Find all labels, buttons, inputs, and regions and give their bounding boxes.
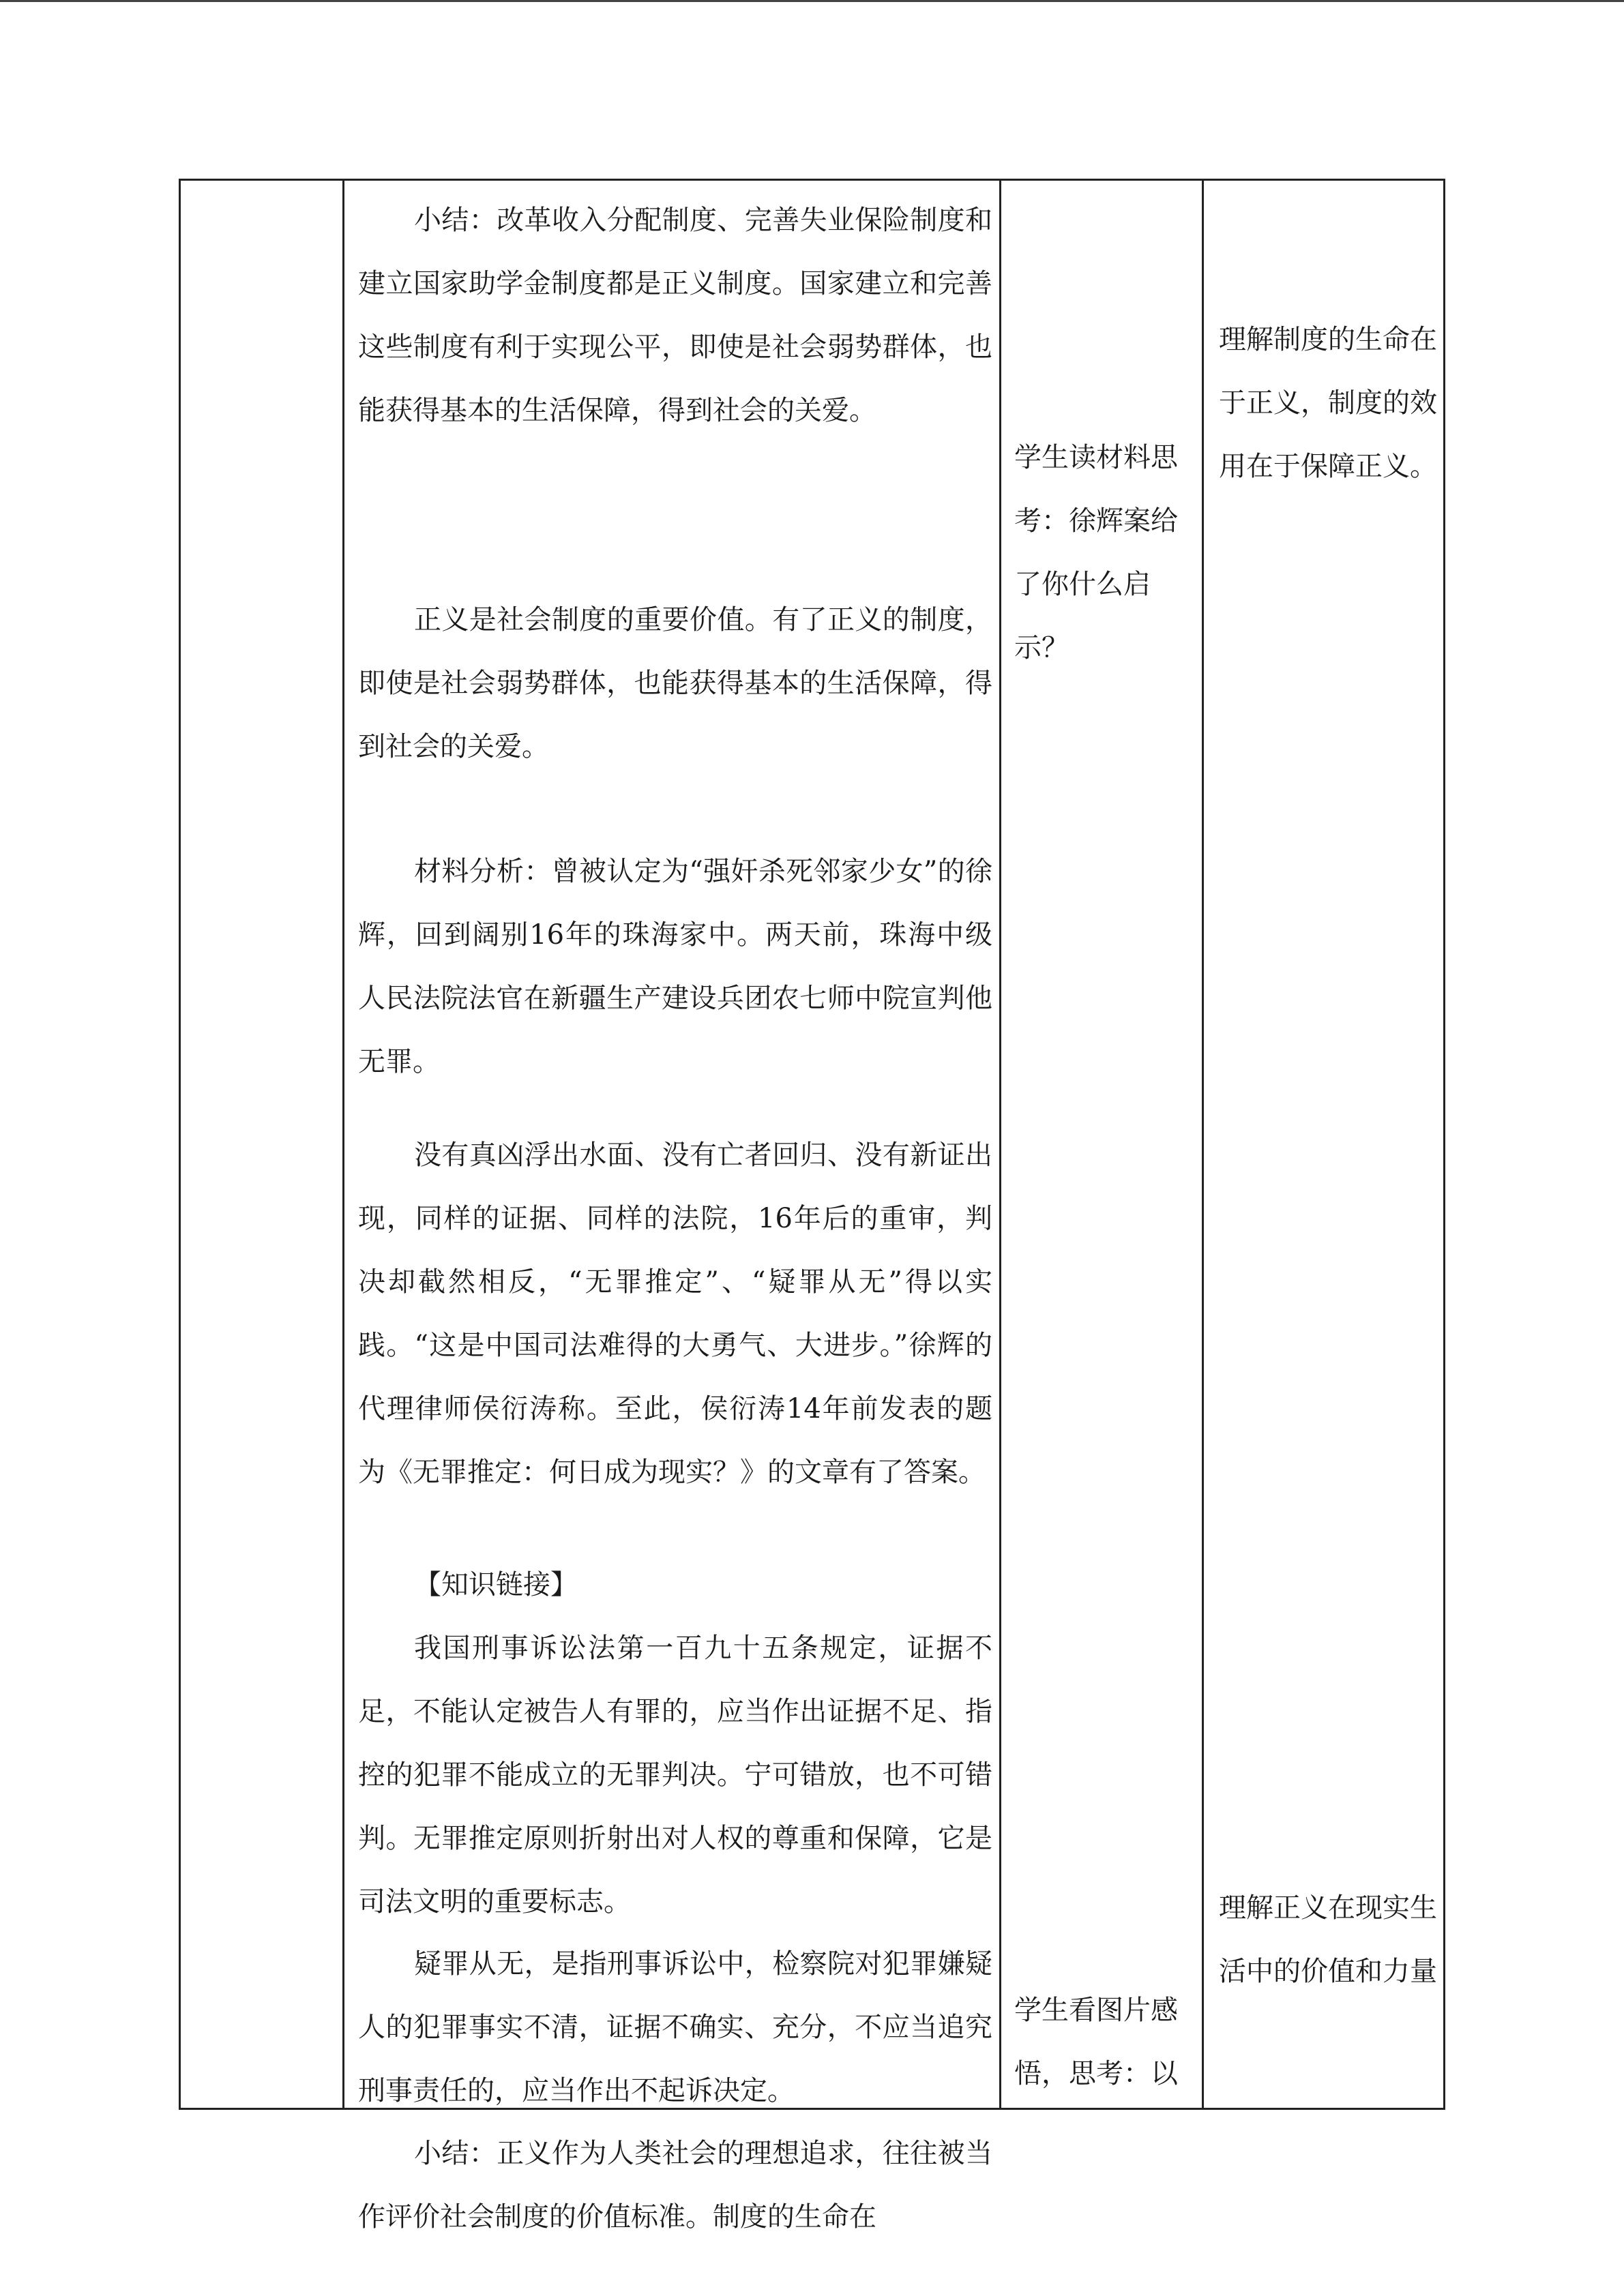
design-intent-1: 理解制度的生命在于正义，制度的效用在于保障正义。 <box>1219 324 1437 482</box>
column-divider <box>1202 181 1204 2108</box>
student-activity-1: 学生读材料思考：徐辉案给了你什么启示？ <box>1014 442 1178 664</box>
page-top-rule <box>0 0 1624 2</box>
case-analysis-paragraph: 材料分析：曾被认定为“强奸杀死邻家少女”的徐辉，回到阔别16年的珠海家中。两天前，珠海中级人民法院法官在新疆生产建设兵团农七师中院宣判他无罪。 <box>358 856 992 1077</box>
column-divider <box>342 181 344 2108</box>
design-intent-2: 理解正义在现实生活中的价值和力量 <box>1219 1892 1437 1987</box>
student-activity-2: 学生看图片感悟，思考：以 <box>1014 1995 1178 2089</box>
knowledge-link-paragraph: 我国刑事诉讼法第一百九十五条规定，证据不足，不能认定被告人有罪的，应当作出证据不足、指控的犯罪不能成立的无罪判决。宁可错放，也不可错判。无罪推定原则折射出对人权的尊重和保障，它是司法文明的重要标志。 <box>358 1632 992 1918</box>
column-divider <box>999 181 1001 2108</box>
summary-paragraph: 小结：改革收入分配制度、完善失业保险制度和建立国家助学金制度都是正义制度。国家建立和完善这些制度有利于实现公平，即使是社会弱势群体，也能获得基本的生活保障，得到社会的关爱。 <box>358 205 992 426</box>
summary-paragraph-2: 小结：正义作为人类社会的理想追求，往往被当作评价社会制度的价值标准。制度的生命在 <box>358 2138 992 2233</box>
justice-value-paragraph: 正义是社会制度的重要价值。有了正义的制度，即使是社会弱势群体，也能获得基本的生活保障，得到社会的关爱。 <box>358 604 992 762</box>
doubt-principle-paragraph: 疑罪从无，是指刑事诉讼中，检察院对犯罪嫌疑人的犯罪事实不清，证据不确实、充分，不应当追究刑事责任的，应当作出不起诉决定。 <box>358 1948 992 2106</box>
case-detail-paragraph: 没有真凶浮出水面、没有亡者回归、没有新证出现，同样的证据、同样的法院，16年后的重审，判决却截然相反，“无罪推定”、“疑罪从无”得以实践。“这是中国司法难得的大勇气、大进步。”徐辉的代理律师侯衍涛称。至此，侯衍涛14年前发表的题为《无罪推定：何日成为现实？》的文章有了答案。 <box>358 1139 992 1488</box>
knowledge-link-heading: 【知识链接】 <box>414 1569 578 1600</box>
lesson-plan-table <box>179 179 1445 2233</box>
